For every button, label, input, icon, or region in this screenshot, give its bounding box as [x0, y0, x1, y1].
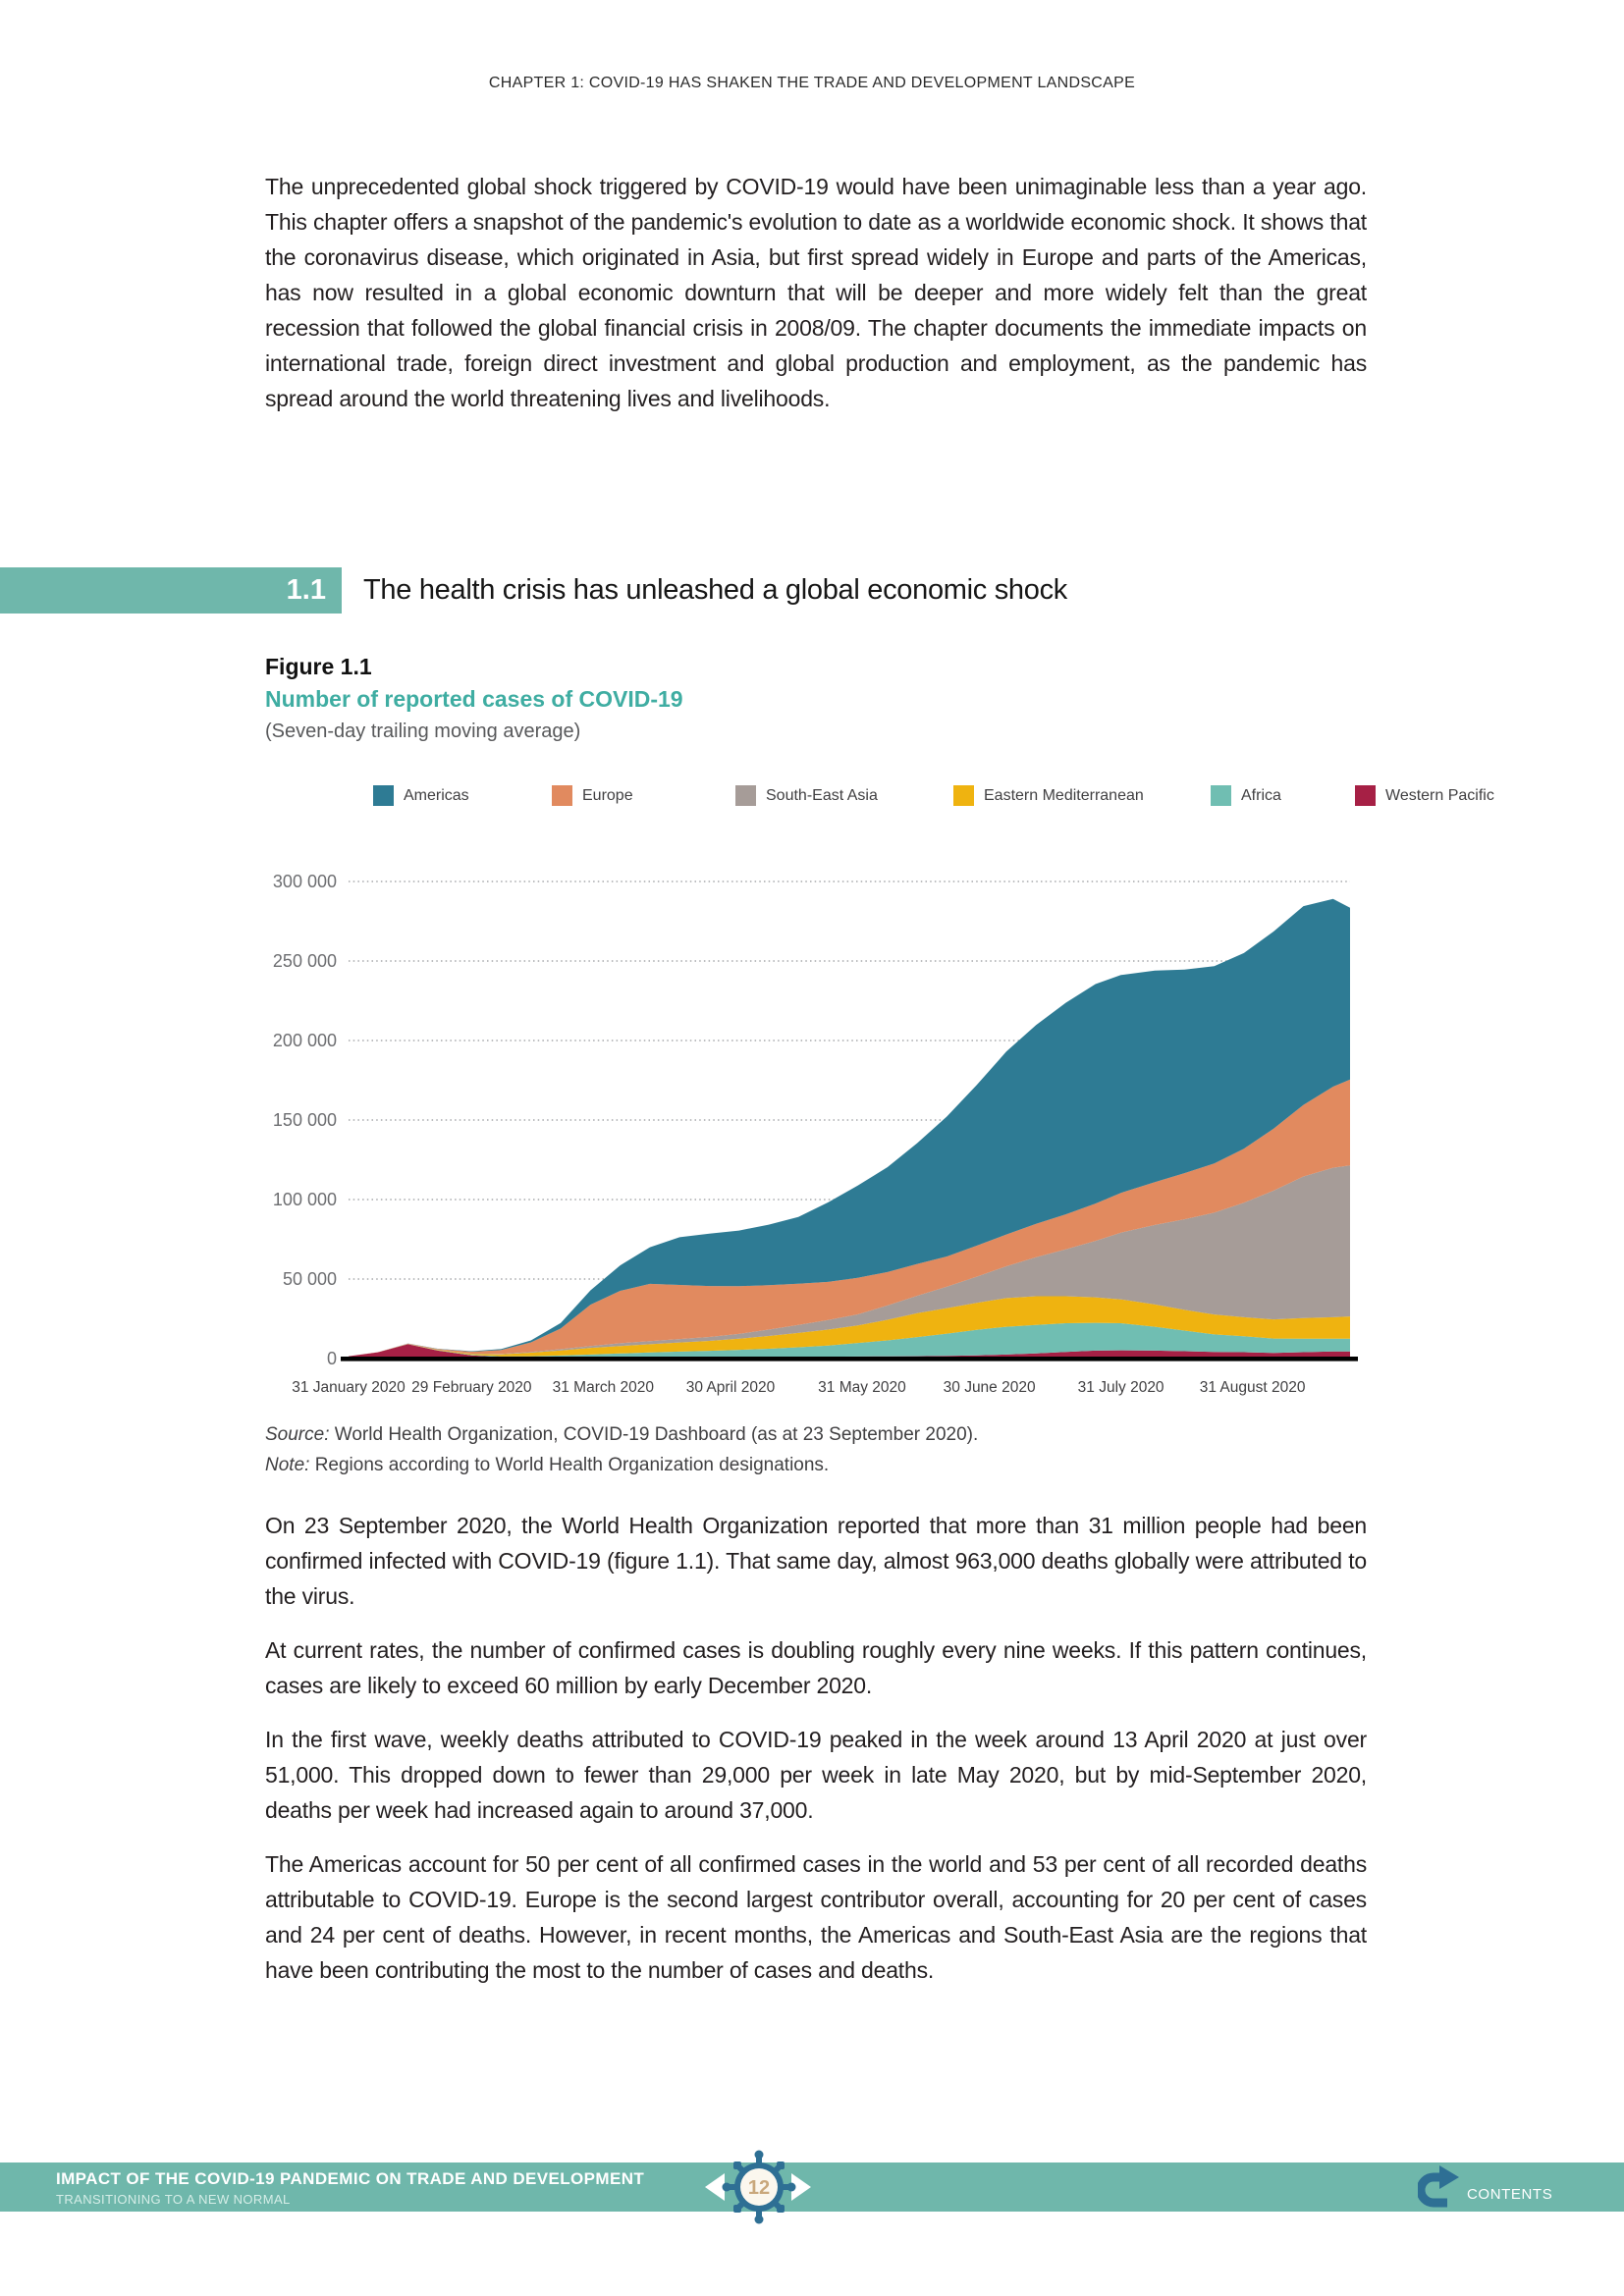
y-axis-tick-label: 200 000	[272, 1031, 337, 1050]
legend-item	[1211, 785, 1324, 806]
legend-label: Eastern Mediterranean	[984, 786, 1144, 804]
legend-swatch-icon	[735, 785, 756, 806]
y-axis-tick-label: 50 000	[282, 1269, 337, 1289]
chapter-header: CHAPTER 1: COVID-19 HAS SHAKEN THE TRADE AND DEVELOPMENT LANDSCAPE	[488, 75, 1136, 91]
footer-bar	[0, 2163, 1624, 2212]
body-paragraph: At current rates, the number of confirmed cases is doubling roughly every nine weeks. If this pattern continues, cases are likely to exceed 60 million by early December 2020.	[265, 1637, 1367, 1698]
contents-link[interactable]	[1418, 2163, 1552, 2209]
y-axis-tick-label: 100 000	[272, 1190, 337, 1209]
note-label: Note:	[265, 1455, 310, 1475]
x-axis-tick-label: 31 January 2020	[292, 1379, 406, 1396]
chart-legend	[373, 785, 1512, 806]
x-axis-tick-label: 31 July 2020	[1077, 1379, 1164, 1396]
footer-report-subtitle: TRANSITIONING TO A NEW NORMAL	[56, 2192, 291, 2207]
figure-source	[265, 1419, 978, 1450]
legend-item	[373, 785, 520, 806]
legend-item	[735, 785, 922, 806]
section-heading	[0, 567, 1624, 614]
source-text: World Health Organization, COVID-19 Dashboard (as at 23 September 2020).	[329, 1424, 979, 1445]
y-axis-tick-label: 250 000	[272, 951, 337, 971]
x-axis-tick-label: 31 May 2020	[818, 1379, 906, 1396]
x-axis-tick-label: 29 February 2020	[411, 1379, 532, 1396]
section-number: 1.1	[286, 574, 326, 606]
y-axis-tick-label: 150 000	[272, 1110, 337, 1130]
figure-label: Figure 1.1	[265, 654, 372, 679]
x-axis-tick-label: 31 August 2020	[1199, 1379, 1306, 1396]
section-title: The health crisis has unleashed a global economic shock	[363, 574, 1067, 606]
legend-swatch-icon	[552, 785, 572, 806]
body-paragraph: The Americas account for 50 per cent of all confirmed cases in the world and 53 per cent of all recorded deaths attributable to COVID-19. Europe is the second largest contributor overall, accounting for 20 per cent of cases and 24 per cent of deaths. However, in recent months, the Americas and South-East Asia are the regions that have been contributing the most to the number of cases and deaths.	[265, 1851, 1367, 1983]
intro-paragraph: The unprecedented global shock triggered by COVID-19 would have been unimaginable less than a year ago. This chapter offers a snapshot of the pandemic's evolution to date as a worldwide economic shock. It shows that the coronavirus disease, which originated in Asia, but first spread widely in Europe and parts of the Americas, has now resulted in a global economic downturn that will be deeper and more widely felt than the great recession that followed the global financial crisis in 2008/09. The chapter documents the immediate impacts on international trade, foreign direct investment and global production and employment, as the pandemic has spread around the world threatening lives and livelihoods.	[265, 174, 1367, 411]
contents-label: CONTENTS	[1467, 2186, 1553, 2203]
x-axis-baseline	[341, 1357, 1358, 1362]
figure-title: Number of reported cases of COVID-19	[265, 686, 683, 712]
body-paragraph: On 23 September 2020, the World Health Organization reported that more than 31 million people had been confirmed infected with COVID-19 (figure 1.1). That same day, almost 963,000 deaths globally were attributed to the virus.	[265, 1513, 1367, 1609]
page-number: 12	[747, 2177, 771, 2199]
y-axis-tick-label: 300 000	[272, 872, 337, 891]
legend-label: Americas	[404, 786, 469, 804]
legend-label: Europe	[582, 786, 633, 804]
section-number-bar	[0, 567, 342, 614]
legend-swatch-icon	[1211, 785, 1231, 806]
x-axis-tick-label: 30 June 2020	[943, 1379, 1036, 1396]
figure-source-note	[265, 1419, 978, 1480]
figure-note	[265, 1450, 978, 1480]
legend-item	[552, 785, 704, 806]
legend-item	[953, 785, 1179, 806]
contents-return-arrow-icon	[1418, 2163, 1461, 2209]
note-text: Regions according to World Health Organization designations.	[309, 1455, 830, 1475]
legend-swatch-icon	[373, 785, 394, 806]
x-axis-tick-label: 31 March 2020	[552, 1379, 655, 1396]
covid-cases-stacked-area-chart	[250, 868, 1370, 1417]
legend-label: Western Pacific	[1385, 786, 1494, 804]
legend-item	[1355, 785, 1512, 806]
x-axis-tick-label: 30 April 2020	[685, 1379, 776, 1396]
figure-subtitle: (Seven-day trailing moving average)	[265, 721, 581, 742]
body-copy	[265, 1508, 1367, 2006]
y-axis-tick-label: 0	[326, 1349, 337, 1368]
legend-label: Africa	[1241, 786, 1281, 804]
source-label: Source:	[265, 1424, 330, 1445]
body-paragraph: In the first wave, weekly deaths attributed to COVID-19 peaked in the week around 13 April 2020 at just over 51,000. This dropped down to fewer than 29,000 per week in late May 2020, but by mid-September 2020, deaths per week had increased again to around 37,000.	[265, 1727, 1367, 1823]
legend-label: South-East Asia	[766, 786, 878, 804]
virus-page-number-icon	[722, 2150, 796, 2224]
footer-report-title: IMPACT OF THE COVID-19 PANDEMIC ON TRADE AND DEVELOPMENT	[56, 2169, 645, 2188]
legend-swatch-icon	[1355, 785, 1376, 806]
legend-swatch-icon	[953, 785, 974, 806]
